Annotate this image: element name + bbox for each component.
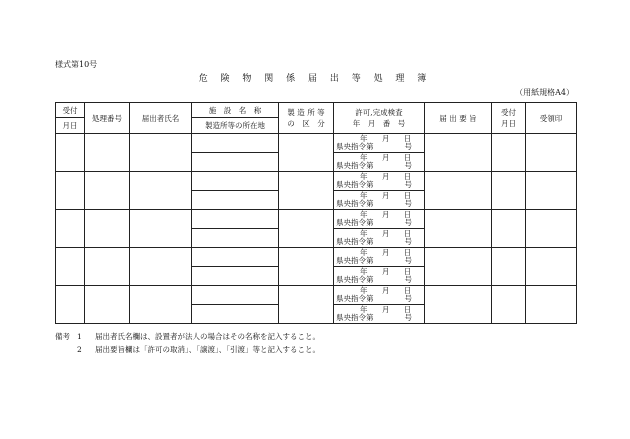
permit-number-prefix: 県央指令第	[336, 275, 374, 284]
remark-item	[55, 343, 320, 356]
facility-location-cell[interactable]	[192, 153, 279, 172]
permit-number-prefix: 県央指令第	[336, 161, 374, 170]
notification-gist-cell[interactable]	[425, 286, 492, 324]
receipt-seal-cell[interactable]	[526, 172, 577, 210]
header-facility-type	[279, 103, 334, 134]
permit-cell	[334, 267, 425, 286]
permit-date-template: 年 月 日	[360, 153, 413, 162]
permit-cell	[334, 172, 425, 191]
permit-cell	[334, 229, 425, 248]
reception-date-cell[interactable]	[56, 210, 85, 248]
header-facility-name: 施 設 名 称	[192, 103, 279, 118]
header-facility-type-line2: の 区 分	[287, 119, 325, 128]
permit-number-line	[334, 162, 424, 170]
permit-number-suffix: 号	[404, 199, 412, 208]
facility-location-cell[interactable]	[192, 229, 279, 248]
applicant-name-cell[interactable]	[130, 134, 192, 172]
applicant-name-cell[interactable]	[130, 172, 192, 210]
permit-number-suffix: 号	[404, 256, 412, 265]
reception-date-cell[interactable]	[56, 172, 85, 210]
notification-gist-cell[interactable]	[425, 210, 492, 248]
receipt-seal-cell[interactable]	[526, 134, 577, 172]
permit-date-template: 年 月 日	[360, 172, 413, 181]
header-facility-type-line1: 製 造 所 等	[287, 108, 325, 117]
notification-gist-cell[interactable]	[425, 248, 492, 286]
remark-text: 届出者氏名欄は、設置者が法人の場合はその名称を記入すること。	[95, 332, 320, 341]
receipt-seal-cell[interactable]	[526, 210, 577, 248]
header-receipt-seal: 受領印	[526, 103, 577, 134]
receipt-seal-cell[interactable]	[526, 248, 577, 286]
permit-number-suffix: 号	[404, 218, 412, 227]
permit-number-suffix: 号	[404, 275, 412, 284]
form-number: 様式第10号	[55, 60, 98, 69]
permit-number-prefix: 県央指令第	[336, 237, 374, 246]
processing-no-cell[interactable]	[85, 134, 130, 172]
header-notification-gist: 届 出 要 旨	[425, 103, 492, 134]
permit-number-suffix: 号	[404, 294, 412, 303]
header-acceptance	[492, 103, 526, 134]
processing-ledger-table	[55, 102, 577, 324]
permit-number-suffix: 号	[404, 180, 412, 189]
facility-location-cell[interactable]	[192, 267, 279, 286]
permit-number-line	[334, 238, 424, 246]
facility-location-cell[interactable]	[192, 191, 279, 210]
remarks-label: 備考	[55, 332, 70, 341]
acceptance-date-cell[interactable]	[492, 134, 526, 172]
reception-date-cell[interactable]	[56, 248, 85, 286]
header-facility-location: 製造所等の所在地	[192, 118, 279, 134]
ledger-row	[56, 134, 577, 153]
header-permit-line2: 年 月 番 号	[352, 119, 406, 128]
permit-cell	[334, 305, 425, 324]
reception-date-cell[interactable]	[56, 134, 85, 172]
notification-gist-cell[interactable]	[425, 172, 492, 210]
header-permit	[334, 103, 425, 134]
permit-cell	[334, 191, 425, 210]
facility-name-cell[interactable]	[192, 286, 279, 305]
facility-name-cell[interactable]	[192, 172, 279, 191]
permit-number-line	[334, 276, 424, 284]
permit-number-suffix: 号	[404, 313, 412, 322]
permit-number-line	[334, 295, 424, 303]
ledger-row	[56, 210, 577, 229]
permit-number-line	[334, 219, 424, 227]
facility-type-cell[interactable]	[279, 134, 334, 172]
permit-number-line	[334, 143, 424, 151]
permit-cell	[334, 286, 425, 305]
acceptance-date-cell[interactable]	[492, 210, 526, 248]
header-acceptance-line2: 月日	[501, 119, 516, 128]
ledger-row	[56, 172, 577, 191]
facility-type-cell[interactable]	[279, 286, 334, 324]
ledger-row	[56, 248, 577, 267]
permit-date-template: 年 月 日	[360, 267, 413, 276]
reception-date-cell[interactable]	[56, 286, 85, 324]
permit-number-suffix: 号	[404, 161, 412, 170]
acceptance-date-cell[interactable]	[492, 172, 526, 210]
permit-date-template: 年 月 日	[360, 191, 413, 200]
applicant-name-cell[interactable]	[130, 286, 192, 324]
facility-type-cell[interactable]	[279, 172, 334, 210]
permit-number-prefix: 県央指令第	[336, 142, 374, 151]
permit-number-suffix: 号	[404, 142, 412, 151]
applicant-name-cell[interactable]	[130, 248, 192, 286]
permit-date-template: 年 月 日	[360, 248, 413, 257]
permit-date-template: 年 月 日	[360, 134, 413, 143]
permit-date-template: 年 月 日	[360, 210, 413, 219]
permit-number-suffix: 号	[404, 237, 412, 246]
facility-type-cell[interactable]	[279, 248, 334, 286]
permit-number-prefix: 県央指令第	[336, 180, 374, 189]
permit-cell	[334, 153, 425, 172]
facility-type-cell[interactable]	[279, 210, 334, 248]
permit-number-line	[334, 314, 424, 322]
facility-name-cell[interactable]	[192, 134, 279, 153]
applicant-name-cell[interactable]	[130, 210, 192, 248]
permit-number-prefix: 県央指令第	[336, 294, 374, 303]
permit-number-prefix: 県央指令第	[336, 199, 374, 208]
processing-no-cell[interactable]	[85, 172, 130, 210]
remark-text: 届出要旨欄は「許可の取消」、「譲渡」、「引渡」等と記入すること。	[95, 345, 320, 354]
document-title: 危 険 物 関 係 届 出 等 処 理 簿	[198, 74, 432, 84]
permit-number-prefix: 県央指令第	[336, 256, 374, 265]
notification-gist-cell[interactable]	[425, 134, 492, 172]
remark-item	[55, 330, 320, 343]
permit-number-line	[334, 257, 424, 265]
header-reception-date: 月日	[56, 118, 85, 134]
permit-number-line	[334, 200, 424, 208]
processing-no-cell[interactable]	[85, 210, 130, 248]
permit-cell	[334, 134, 425, 153]
processing-no-cell[interactable]	[85, 248, 130, 286]
header-permit-line1: 許可,完成検査	[355, 108, 403, 117]
permit-date-template: 年 月 日	[360, 286, 413, 295]
remark-number: 2	[77, 345, 82, 354]
facility-name-cell[interactable]	[192, 248, 279, 267]
receipt-seal-cell[interactable]	[526, 286, 577, 324]
facility-name-cell[interactable]	[192, 210, 279, 229]
header-processing-no: 処理番号	[85, 103, 130, 134]
ledger-row	[56, 286, 577, 305]
header-applicant-name: 届出者氏名	[130, 103, 192, 134]
permit-date-template: 年 月 日	[360, 229, 413, 238]
permit-cell	[334, 210, 425, 229]
ledger-body	[56, 134, 577, 324]
paper-size-note: （用紙規格A4）	[515, 88, 574, 97]
acceptance-date-cell[interactable]	[492, 286, 526, 324]
header-acceptance-line1: 受付	[501, 108, 516, 117]
permit-cell	[334, 248, 425, 267]
permit-number-prefix: 県央指令第	[336, 218, 374, 227]
remarks-section	[55, 330, 320, 356]
remark-number: 1	[77, 332, 82, 341]
acceptance-date-cell[interactable]	[492, 248, 526, 286]
permit-number-prefix: 県央指令第	[336, 313, 374, 322]
header-reception: 受付	[56, 103, 85, 118]
processing-no-cell[interactable]	[85, 286, 130, 324]
permit-date-template: 年 月 日	[360, 305, 413, 314]
facility-location-cell[interactable]	[192, 305, 279, 324]
permit-number-line	[334, 181, 424, 189]
